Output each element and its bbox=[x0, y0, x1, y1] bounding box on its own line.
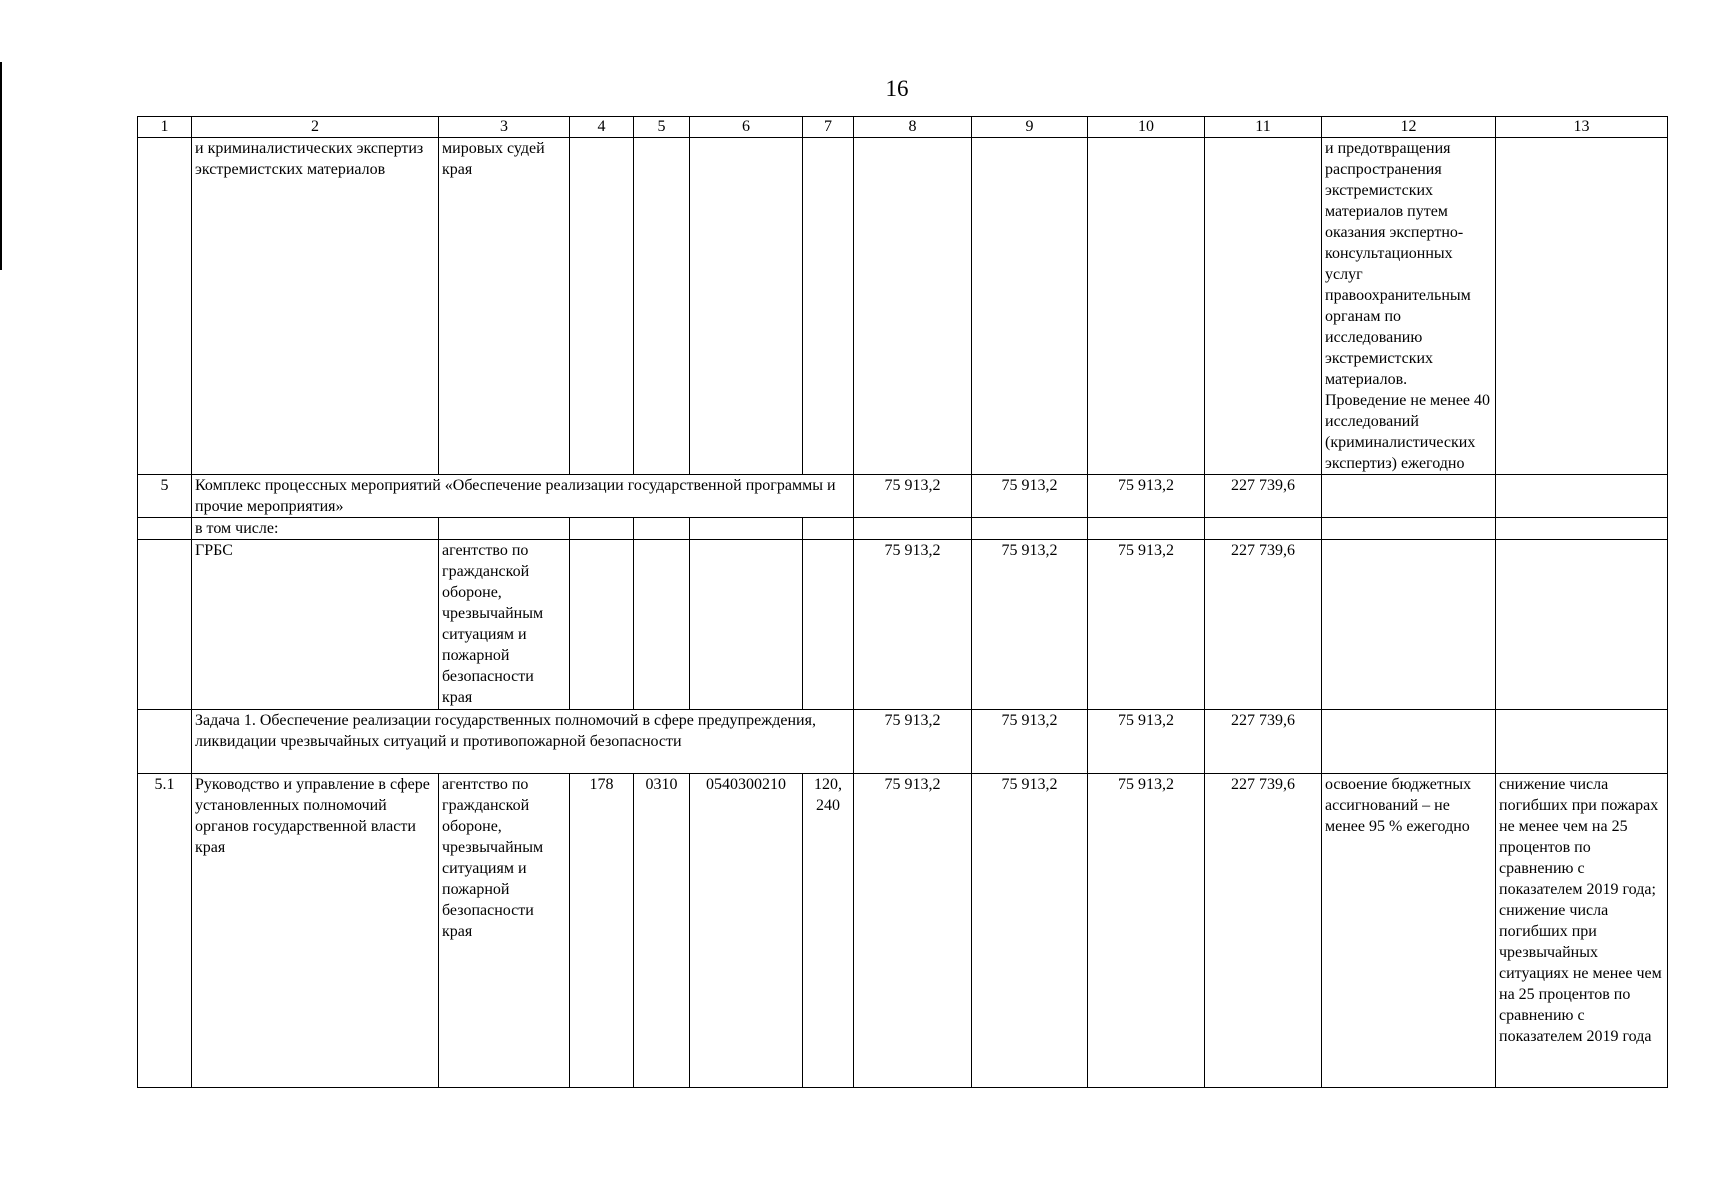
event-row-5-1 bbox=[138, 774, 1668, 1088]
column-number: 5 bbox=[634, 117, 690, 138]
column-number: 12 bbox=[1322, 117, 1496, 138]
amount-cell: 75 913,2 bbox=[1088, 774, 1205, 1088]
complex-row-5 bbox=[138, 475, 1668, 518]
gr-code-cell: 178 bbox=[570, 774, 634, 1088]
event-name-cell: Руководство и управление в сфере установленных полномочий органов государственной власти края bbox=[192, 774, 439, 1088]
column-numbers-row bbox=[138, 117, 1668, 138]
amount-cell: 75 913,2 bbox=[972, 774, 1088, 1088]
executor-cell: агентство по гражданской обороне, чрезвычайным ситуациям и пожарной безопасности края bbox=[439, 540, 570, 710]
column-number: 6 bbox=[690, 117, 803, 138]
program-table bbox=[137, 116, 1668, 1088]
column-number: 3 bbox=[439, 117, 570, 138]
column-number: 7 bbox=[803, 117, 854, 138]
grbs-row bbox=[138, 540, 1668, 710]
amount-cell: 75 913,2 bbox=[972, 475, 1088, 518]
expense-type-cell: 120, 240 bbox=[803, 774, 854, 1088]
column-number: 8 bbox=[854, 117, 972, 138]
amount-cell: 75 913,2 bbox=[854, 774, 972, 1088]
complex-title-cell: Комплекс процессных мероприятий «Обеспечение реализации государственной программы и прочие мероприятия» bbox=[192, 475, 854, 518]
including-row bbox=[138, 518, 1668, 540]
column-number: 11 bbox=[1205, 117, 1322, 138]
task-1-row bbox=[138, 710, 1668, 774]
executor-cell: агентство по гражданской обороне, чрезвычайным ситуациям и пожарной безопасности края bbox=[439, 774, 570, 1088]
total-amount-cell: 227 739,6 bbox=[1205, 710, 1322, 774]
column-number: 13 bbox=[1496, 117, 1668, 138]
event-name-cell: и криминалистических экспертиз экстремистских материалов bbox=[192, 138, 439, 475]
amount-cell: 75 913,2 bbox=[1088, 540, 1205, 710]
amount-cell: 75 913,2 bbox=[972, 540, 1088, 710]
continuation-row bbox=[138, 138, 1668, 475]
column-number: 4 bbox=[570, 117, 634, 138]
expected-result-cell: и предотвращения распространения экстремистских материалов путем оказания экспертно-консультационных услуг правоохранительным органам по исследованию экстремистских материалов. Проведение не менее 40 исследований (криминалистических экспертиз) ежегодно bbox=[1322, 138, 1496, 475]
expected-result-cell: освоение бюджетных ассигнований – не менее 95 % ежегодно bbox=[1322, 774, 1496, 1088]
total-amount-cell: 227 739,6 bbox=[1205, 475, 1322, 518]
amount-cell: 75 913,2 bbox=[972, 710, 1088, 774]
page-number: 16 bbox=[885, 76, 909, 101]
target-item-cell: 0540300210 bbox=[690, 774, 803, 1088]
column-number: 9 bbox=[972, 117, 1088, 138]
amount-cell: 75 913,2 bbox=[1088, 710, 1205, 774]
executor-cell: мировых судей края bbox=[439, 138, 570, 475]
row-number-cell: 5 bbox=[138, 475, 192, 518]
section-code-cell: 0310 bbox=[634, 774, 690, 1088]
total-amount-cell: 227 739,6 bbox=[1205, 540, 1322, 710]
total-amount-cell: 227 739,6 bbox=[1205, 774, 1322, 1088]
amount-cell: 75 913,2 bbox=[854, 540, 972, 710]
column-number: 10 bbox=[1088, 117, 1205, 138]
amount-cell: 75 913,2 bbox=[1088, 475, 1205, 518]
row-number-cell bbox=[138, 138, 192, 475]
row-number-cell: 5.1 bbox=[138, 774, 192, 1088]
column-number: 2 bbox=[192, 117, 439, 138]
grbs-label: ГРБС bbox=[192, 540, 439, 710]
amount-cell: 75 913,2 bbox=[854, 710, 972, 774]
amount-cell: 75 913,2 bbox=[854, 475, 972, 518]
column-number: 1 bbox=[138, 117, 192, 138]
indicator-cell: снижение числа погибших при пожарах не менее чем на 25 процентов по сравнению с показателем 2019 года; снижение числа погибших при чрезвычайных ситуациях не менее чем на 25 процентов по сравнению с показателем 2019 года bbox=[1496, 774, 1668, 1088]
including-label: в том числе: bbox=[192, 518, 439, 540]
task-title-cell: Задача 1. Обеспечение реализации государственных полномочий в сфере предупреждения, ликвидации чрезвычайных ситуаций и противопожарной безопасности bbox=[192, 710, 854, 774]
